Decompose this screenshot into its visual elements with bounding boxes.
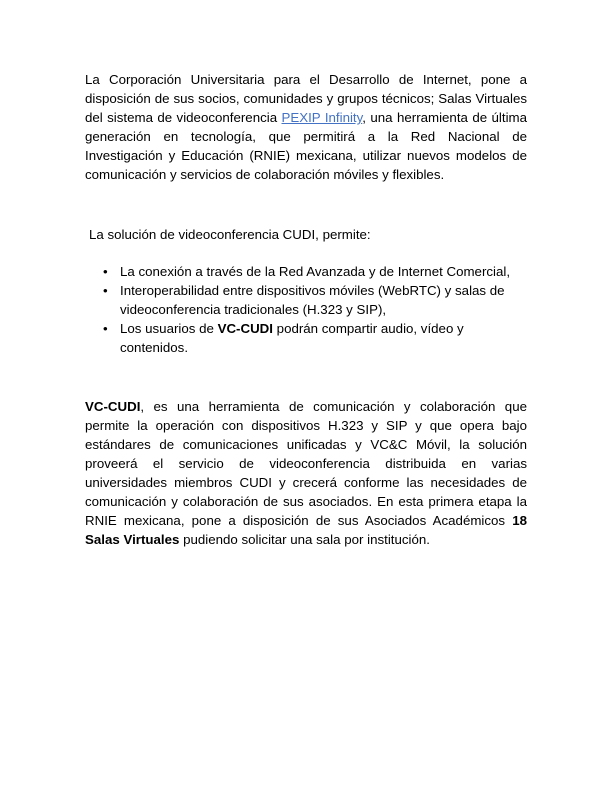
list-item bbox=[103, 281, 527, 319]
pexip-infinity-link[interactable]: PEXIP Infinity bbox=[281, 110, 363, 125]
description-paragraph bbox=[85, 397, 527, 549]
virtual-rooms-count: 18 Salas Virtuales bbox=[85, 513, 527, 547]
features-list bbox=[103, 262, 527, 357]
vc-cudi-bold: VC-CUDI bbox=[217, 321, 273, 336]
description-end-text: pudiendo solicitar una sala por institución. bbox=[179, 532, 430, 547]
list-item bbox=[103, 262, 527, 281]
list-item-text: La conexión a través de la Red Avanzada y de Internet Comercial, bbox=[120, 264, 511, 279]
bullet-glyph: • bbox=[103, 321, 108, 336]
list-item bbox=[103, 319, 527, 357]
description-main-text: , es una herramienta de comunicación y colaboración que permite la operación con dispositivos H.323 y SIP y que opera bajo estándares de comunicaciones unificadas y VC&C Móvil, la solución proveerá el servicio de videoconferencia distribuida en varias universidades miembros CUDI y crecerá conforme las necesidades de comunicación y colaboración de sus asociados. En esta primera etapa la RNIE mexicana, pone a disposición de sus Asociados Académicos bbox=[85, 399, 527, 528]
intro-paragraph bbox=[85, 70, 527, 184]
intro-text-before-link: La Corporación Universitaria para el Desarrollo de Internet, pone a disposición de sus socios, comunidades y grupos técnicos; Salas Virtuales del sistema de videoconferencia bbox=[85, 72, 527, 125]
solution-heading: La solución de videoconferencia CUDI, permite: bbox=[89, 227, 371, 242]
bullet-glyph: • bbox=[103, 264, 108, 279]
list-item-text: Interoperabilidad entre dispositivos móviles (WebRTC) y salas de videoconferencia tradicionales (H.323 y SIP), bbox=[120, 283, 505, 317]
list-item-text-before: Los usuarios de bbox=[120, 321, 218, 336]
list-item-text-after: podrán compartir audio, vídeo y contenidos. bbox=[120, 321, 464, 355]
vc-cudi-title: VC-CUDI bbox=[85, 399, 141, 414]
bullet-glyph: • bbox=[103, 283, 108, 298]
intro-text-after-link: , una herramienta de última generación en tecnología, que permitirá a la Red Nacional de Investigación y Educación (RNIE) mexicana, utilizar nuevos modelos de comunicación y servicios de colaboración móviles y flexibles. bbox=[85, 110, 527, 182]
